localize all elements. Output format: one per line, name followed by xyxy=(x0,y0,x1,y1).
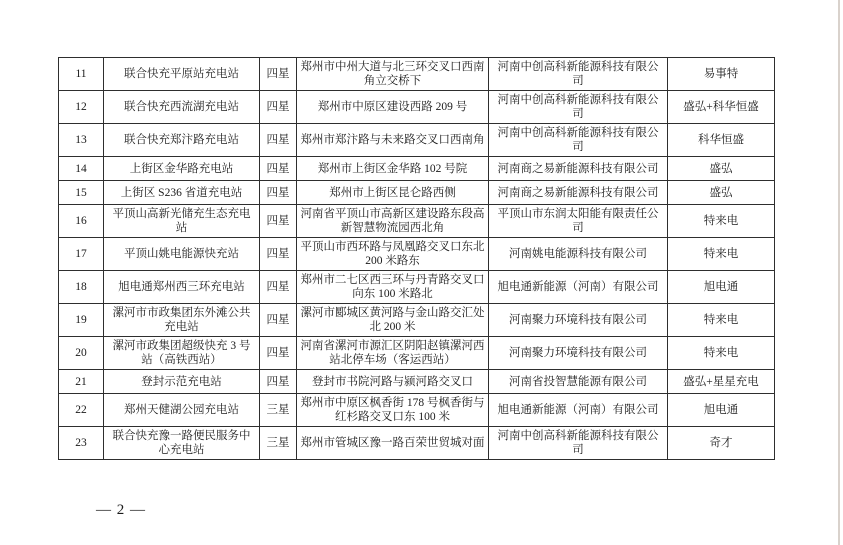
equipment-brand: 盛弘 xyxy=(668,157,775,181)
row-index: 19 xyxy=(59,304,104,337)
station-address: 郑州市中原区建设西路 209 号 xyxy=(297,91,489,124)
station-name: 漯河市政集团超级快充 3 号站（高铁西站） xyxy=(104,337,260,370)
table-row xyxy=(59,271,775,304)
page-edge-divider xyxy=(838,0,840,545)
row-index: 16 xyxy=(59,205,104,238)
station-name: 郑州天健湖公园充电站 xyxy=(104,394,260,427)
operator-company: 河南省投智慧能源有限公司 xyxy=(489,370,668,394)
operator-company: 旭电通新能源（河南）有限公司 xyxy=(489,271,668,304)
equipment-brand: 奇才 xyxy=(668,427,775,460)
station-address: 河南省漯河市源汇区阴阳赵镇漯河西站北停车场（客运西站） xyxy=(297,337,489,370)
table-row xyxy=(59,157,775,181)
equipment-brand: 特来电 xyxy=(668,337,775,370)
station-address: 郑州市中原区枫香街 178 号枫香街与红杉路交叉口东 100 米 xyxy=(297,394,489,427)
station-rating: 四星 xyxy=(260,124,297,157)
station-rating: 四星 xyxy=(260,370,297,394)
operator-company: 平顶山市东润太阳能有限责任公司 xyxy=(489,205,668,238)
station-address: 河南省平顶山市高新区建设路东段高新智慧物流园西北角 xyxy=(297,205,489,238)
station-address: 郑州市管城区豫一路百荣世贸城对面 xyxy=(297,427,489,460)
table-row xyxy=(59,205,775,238)
equipment-brand: 特来电 xyxy=(668,205,775,238)
station-address: 漯河市郾城区黄河路与金山路交汇处北 200 米 xyxy=(297,304,489,337)
station-address: 郑州市中州大道与北三环交叉口西南角立交桥下 xyxy=(297,58,489,91)
station-rating: 四星 xyxy=(260,205,297,238)
equipment-brand: 盛弘 xyxy=(668,181,775,205)
operator-company: 河南姚电能源科技有限公司 xyxy=(489,238,668,271)
operator-company: 河南商之易新能源科技有限公司 xyxy=(489,181,668,205)
station-name: 上街区金华路充电站 xyxy=(104,157,260,181)
row-index: 12 xyxy=(59,91,104,124)
station-rating: 四星 xyxy=(260,181,297,205)
station-name: 平顶山姚电能源快充站 xyxy=(104,238,260,271)
station-name: 上街区 S236 省道充电站 xyxy=(104,181,260,205)
equipment-brand: 特来电 xyxy=(668,238,775,271)
row-index: 21 xyxy=(59,370,104,394)
page-number: — 2 — xyxy=(96,502,146,518)
station-rating: 四星 xyxy=(260,337,297,370)
equipment-brand: 科华恒盛 xyxy=(668,124,775,157)
row-index: 15 xyxy=(59,181,104,205)
operator-company: 旭电通新能源（河南）有限公司 xyxy=(489,394,668,427)
operator-company: 河南中创高科新能源科技有限公司 xyxy=(489,427,668,460)
station-rating: 四星 xyxy=(260,238,297,271)
station-address: 郑州市郑汴路与未来路交叉口西南角 xyxy=(297,124,489,157)
equipment-brand: 旭电通 xyxy=(668,271,775,304)
operator-company: 河南聚力环境科技有限公司 xyxy=(489,337,668,370)
row-index: 23 xyxy=(59,427,104,460)
station-rating: 三星 xyxy=(260,394,297,427)
station-rating: 四星 xyxy=(260,304,297,337)
station-address: 郑州市上街区金华路 102 号院 xyxy=(297,157,489,181)
operator-company: 河南中创高科新能源科技有限公司 xyxy=(489,124,668,157)
row-index: 13 xyxy=(59,124,104,157)
row-index: 20 xyxy=(59,337,104,370)
station-rating: 四星 xyxy=(260,91,297,124)
charging-station-table-wrap xyxy=(58,57,774,460)
row-index: 18 xyxy=(59,271,104,304)
station-rating: 四星 xyxy=(260,157,297,181)
station-name: 漯河市市政集团东外滩公共充电站 xyxy=(104,304,260,337)
operator-company: 河南商之易新能源科技有限公司 xyxy=(489,157,668,181)
table-row xyxy=(59,124,775,157)
table-row xyxy=(59,370,775,394)
row-index: 17 xyxy=(59,238,104,271)
station-name: 联合快充豫一路便民服务中心充电站 xyxy=(104,427,260,460)
row-index: 14 xyxy=(59,157,104,181)
equipment-brand: 盛弘+科华恒盛 xyxy=(668,91,775,124)
table-row xyxy=(59,181,775,205)
equipment-brand: 旭电通 xyxy=(668,394,775,427)
station-name: 旭电通郑州西三环充电站 xyxy=(104,271,260,304)
operator-company: 河南中创高科新能源科技有限公司 xyxy=(489,91,668,124)
station-name: 联合快充郑汴路充电站 xyxy=(104,124,260,157)
station-address: 登封市书院河路与颍河路交叉口 xyxy=(297,370,489,394)
equipment-brand: 盛弘+星星充电 xyxy=(668,370,775,394)
station-address: 郑州市上街区昆仑路西侧 xyxy=(297,181,489,205)
station-address: 平顶山市西环路与凤凰路交叉口东北 200 米路东 xyxy=(297,238,489,271)
equipment-brand: 易事特 xyxy=(668,58,775,91)
operator-company: 河南中创高科新能源科技有限公司 xyxy=(489,58,668,91)
row-index: 11 xyxy=(59,58,104,91)
table-row xyxy=(59,58,775,91)
row-index: 22 xyxy=(59,394,104,427)
charging-station-table xyxy=(58,57,775,460)
station-name: 联合快充平原站充电站 xyxy=(104,58,260,91)
station-name: 平顶山高新光储充生态充电站 xyxy=(104,205,260,238)
station-rating: 四星 xyxy=(260,58,297,91)
operator-company: 河南聚力环境科技有限公司 xyxy=(489,304,668,337)
table-row xyxy=(59,304,775,337)
station-rating: 三星 xyxy=(260,427,297,460)
equipment-brand: 特来电 xyxy=(668,304,775,337)
station-address: 郑州市二七区西三环与丹青路交叉口向东 100 米路北 xyxy=(297,271,489,304)
table-row xyxy=(59,337,775,370)
table-row xyxy=(59,394,775,427)
station-name: 登封示范充电站 xyxy=(104,370,260,394)
table-row xyxy=(59,91,775,124)
station-name: 联合快充西流湖充电站 xyxy=(104,91,260,124)
table-row xyxy=(59,238,775,271)
station-rating: 四星 xyxy=(260,271,297,304)
table-row xyxy=(59,427,775,460)
